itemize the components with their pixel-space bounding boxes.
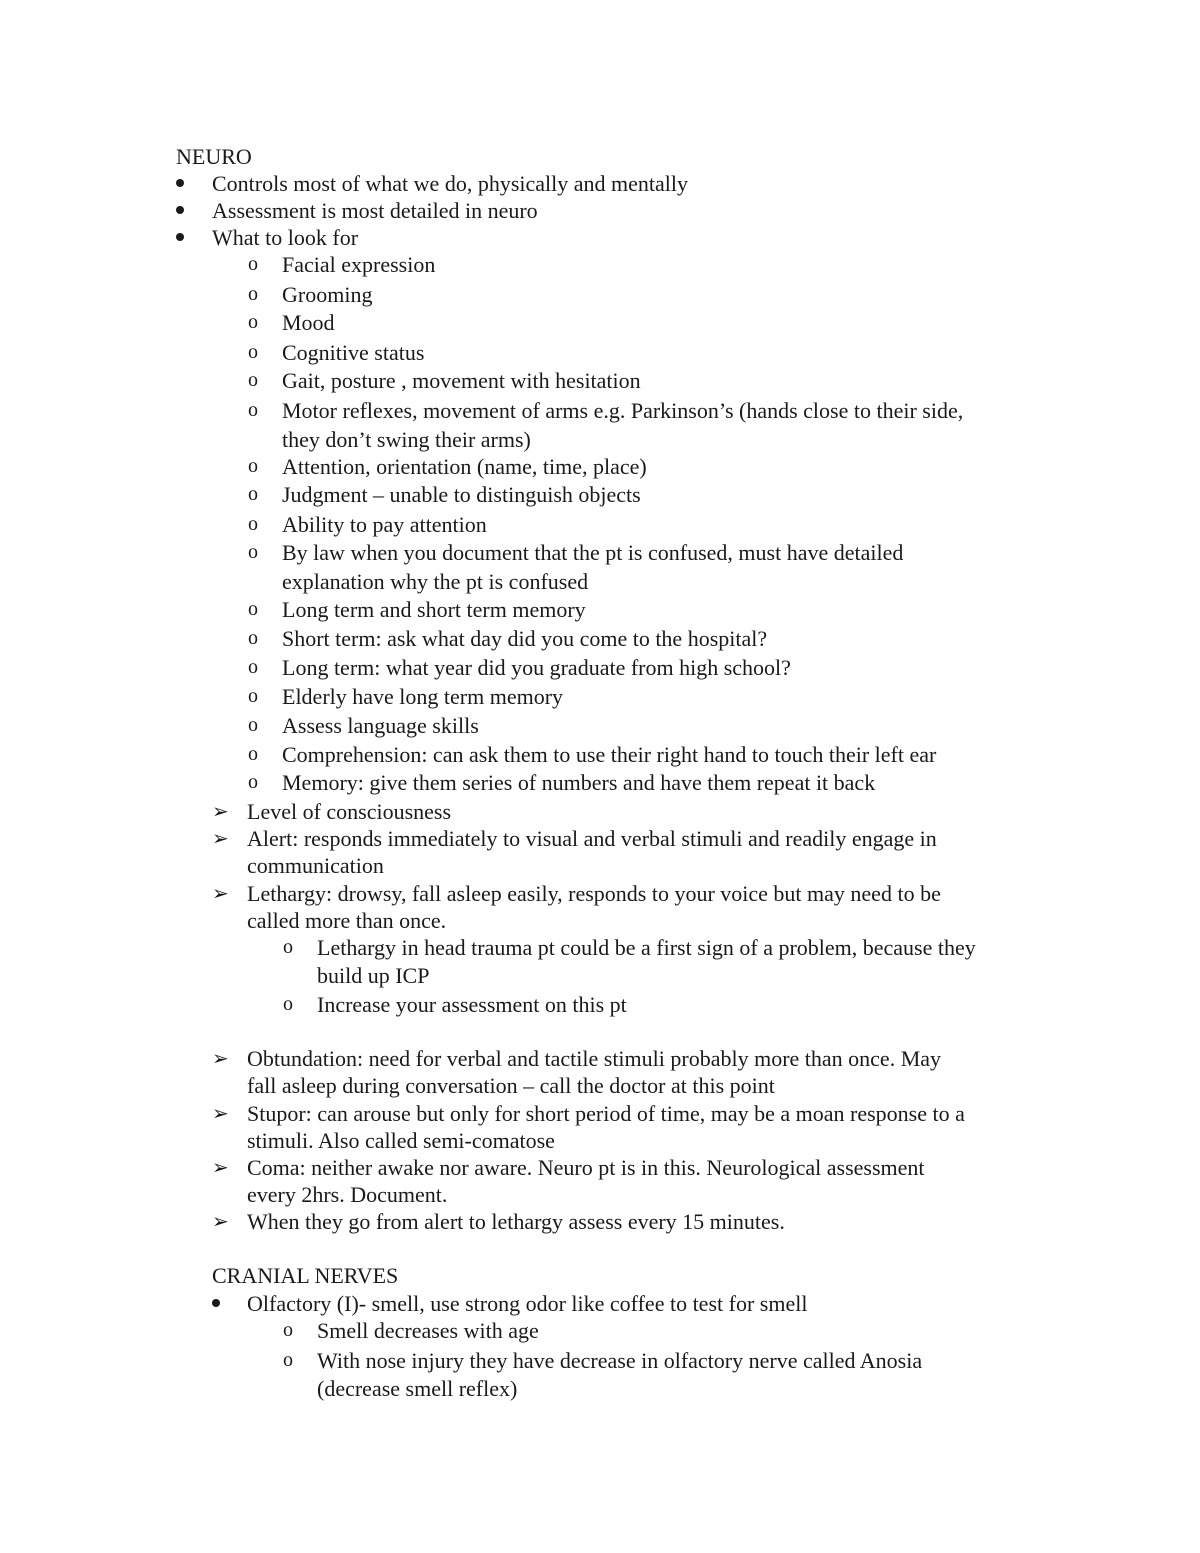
list-item-text: Mood bbox=[282, 310, 335, 335]
list-item-text: they don’t swing their arms) bbox=[282, 427, 531, 452]
list-item-text: Grooming bbox=[282, 282, 373, 307]
list-item-text: Long term and short term memory bbox=[282, 597, 586, 622]
list-item-text: When they go from alert to lethargy assess every 15 minutes. bbox=[247, 1209, 785, 1234]
list-item-text: every 2hrs. Document. bbox=[247, 1182, 448, 1207]
list-item-text: Gait, posture , movement with hesitation bbox=[282, 368, 641, 393]
circle-bullet-icon: o bbox=[283, 1349, 293, 1371]
circle-bullet-icon: o bbox=[248, 283, 258, 305]
circle-bullet-icon: o bbox=[248, 341, 258, 363]
circle-bullet-icon: o bbox=[248, 685, 258, 707]
arrow-bullet-icon: ➢ bbox=[212, 826, 229, 850]
circle-bullet-icon: o bbox=[283, 1319, 293, 1341]
list-item-text: communication bbox=[247, 853, 384, 878]
section-heading-cranial-nerves: CRANIAL NERVES bbox=[212, 1263, 399, 1288]
circle-bullet-icon: o bbox=[248, 483, 258, 505]
list-item-text: Memory: give them series of numbers and have them repeat it back bbox=[282, 770, 876, 795]
list-item-text: Stupor: can arouse but only for short period of time, may be a moan response to a bbox=[247, 1101, 965, 1126]
list-item-text: (decrease smell reflex) bbox=[317, 1376, 518, 1401]
arrow-bullet-icon: ➢ bbox=[212, 1209, 229, 1233]
list-item-text: Increase your assessment on this pt bbox=[317, 992, 627, 1017]
arrow-bullet-icon: ➢ bbox=[212, 1046, 229, 1070]
list-item-text: called more than once. bbox=[247, 908, 447, 933]
list-item-text: Short term: ask what day did you come to the hospital? bbox=[282, 626, 768, 651]
list-item-text: Cognitive status bbox=[282, 340, 425, 365]
list-item-text: Assessment is most detailed in neuro bbox=[212, 198, 538, 223]
list-item-text: Motor reflexes, movement of arms e.g. Parkinson’s (hands close to their side, bbox=[282, 398, 964, 423]
circle-bullet-icon: o bbox=[248, 541, 258, 563]
list-item-text: Judgment – unable to distinguish objects bbox=[282, 482, 641, 507]
arrow-bullet-icon: ➢ bbox=[212, 1155, 229, 1179]
circle-bullet-icon: o bbox=[248, 369, 258, 391]
bullet-icon bbox=[176, 206, 184, 214]
circle-bullet-icon: o bbox=[248, 743, 258, 765]
list-item-text: Olfactory (I)- smell, use strong odor like coffee to test for smell bbox=[247, 1291, 808, 1316]
list-item-text: Level of consciousness bbox=[247, 799, 452, 824]
list-item-text: Alert: responds immediately to visual and verbal stimuli and readily engage in bbox=[247, 826, 937, 851]
list-item-text: With nose injury they have decrease in olfactory nerve called Anosia bbox=[317, 1348, 923, 1373]
arrow-bullet-icon: ➢ bbox=[212, 881, 229, 905]
circle-bullet-icon: o bbox=[248, 455, 258, 477]
list-item-text: Smell decreases with age bbox=[317, 1318, 539, 1343]
bullet-icon bbox=[176, 233, 184, 241]
list-item-text: Assess language skills bbox=[282, 713, 479, 738]
list-item-text: Obtundation: need for verbal and tactile stimuli probably more than once. May bbox=[247, 1046, 942, 1071]
list-item-text: Coma: neither awake nor aware. Neuro pt is in this. Neurological assessment bbox=[247, 1155, 925, 1180]
list-item-text: stimuli. Also called semi-comatose bbox=[247, 1128, 555, 1153]
bullet-icon bbox=[176, 179, 184, 187]
list-item-text: build up ICP bbox=[317, 963, 430, 988]
list-item-text: What to look for bbox=[212, 225, 359, 250]
list-item-text: By law when you document that the pt is confused, must have detailed bbox=[282, 540, 904, 565]
list-item-text: Controls most of what we do, physically and mentally bbox=[212, 171, 688, 196]
circle-bullet-icon: o bbox=[248, 656, 258, 678]
circle-bullet-icon: o bbox=[283, 936, 293, 958]
list-item-text: Comprehension: can ask them to use their right hand to touch their left ear bbox=[282, 742, 937, 767]
arrow-bullet-icon: ➢ bbox=[212, 1101, 229, 1125]
circle-bullet-icon: o bbox=[248, 598, 258, 620]
circle-bullet-icon: o bbox=[248, 513, 258, 535]
section-heading-neuro: NEURO bbox=[176, 144, 252, 169]
circle-bullet-icon: o bbox=[248, 253, 258, 275]
arrow-bullet-icon: ➢ bbox=[212, 799, 229, 823]
list-item-text: Elderly have long term memory bbox=[282, 684, 564, 709]
list-item-text: Attention, orientation (name, time, place) bbox=[282, 454, 647, 479]
circle-bullet-icon: o bbox=[248, 311, 258, 333]
list-item-text: Lethargy: drowsy, fall asleep easily, responds to your voice but may need to be bbox=[247, 881, 941, 906]
list-item-text: Ability to pay attention bbox=[282, 512, 487, 537]
circle-bullet-icon: o bbox=[248, 399, 258, 421]
list-item-text: Long term: what year did you graduate from high school? bbox=[282, 655, 791, 680]
list-item-text: fall asleep during conversation – call the doctor at this point bbox=[247, 1073, 775, 1098]
list-item-text: Facial expression bbox=[282, 252, 436, 277]
list-item-text: Lethargy in head trauma pt could be a first sign of a problem, because they bbox=[317, 935, 976, 960]
list-item-text: explanation why the pt is confused bbox=[282, 569, 589, 594]
bullet-icon bbox=[212, 1299, 220, 1307]
circle-bullet-icon: o bbox=[248, 714, 258, 736]
circle-bullet-icon: o bbox=[248, 627, 258, 649]
circle-bullet-icon: o bbox=[283, 993, 293, 1015]
circle-bullet-icon: o bbox=[248, 771, 258, 793]
